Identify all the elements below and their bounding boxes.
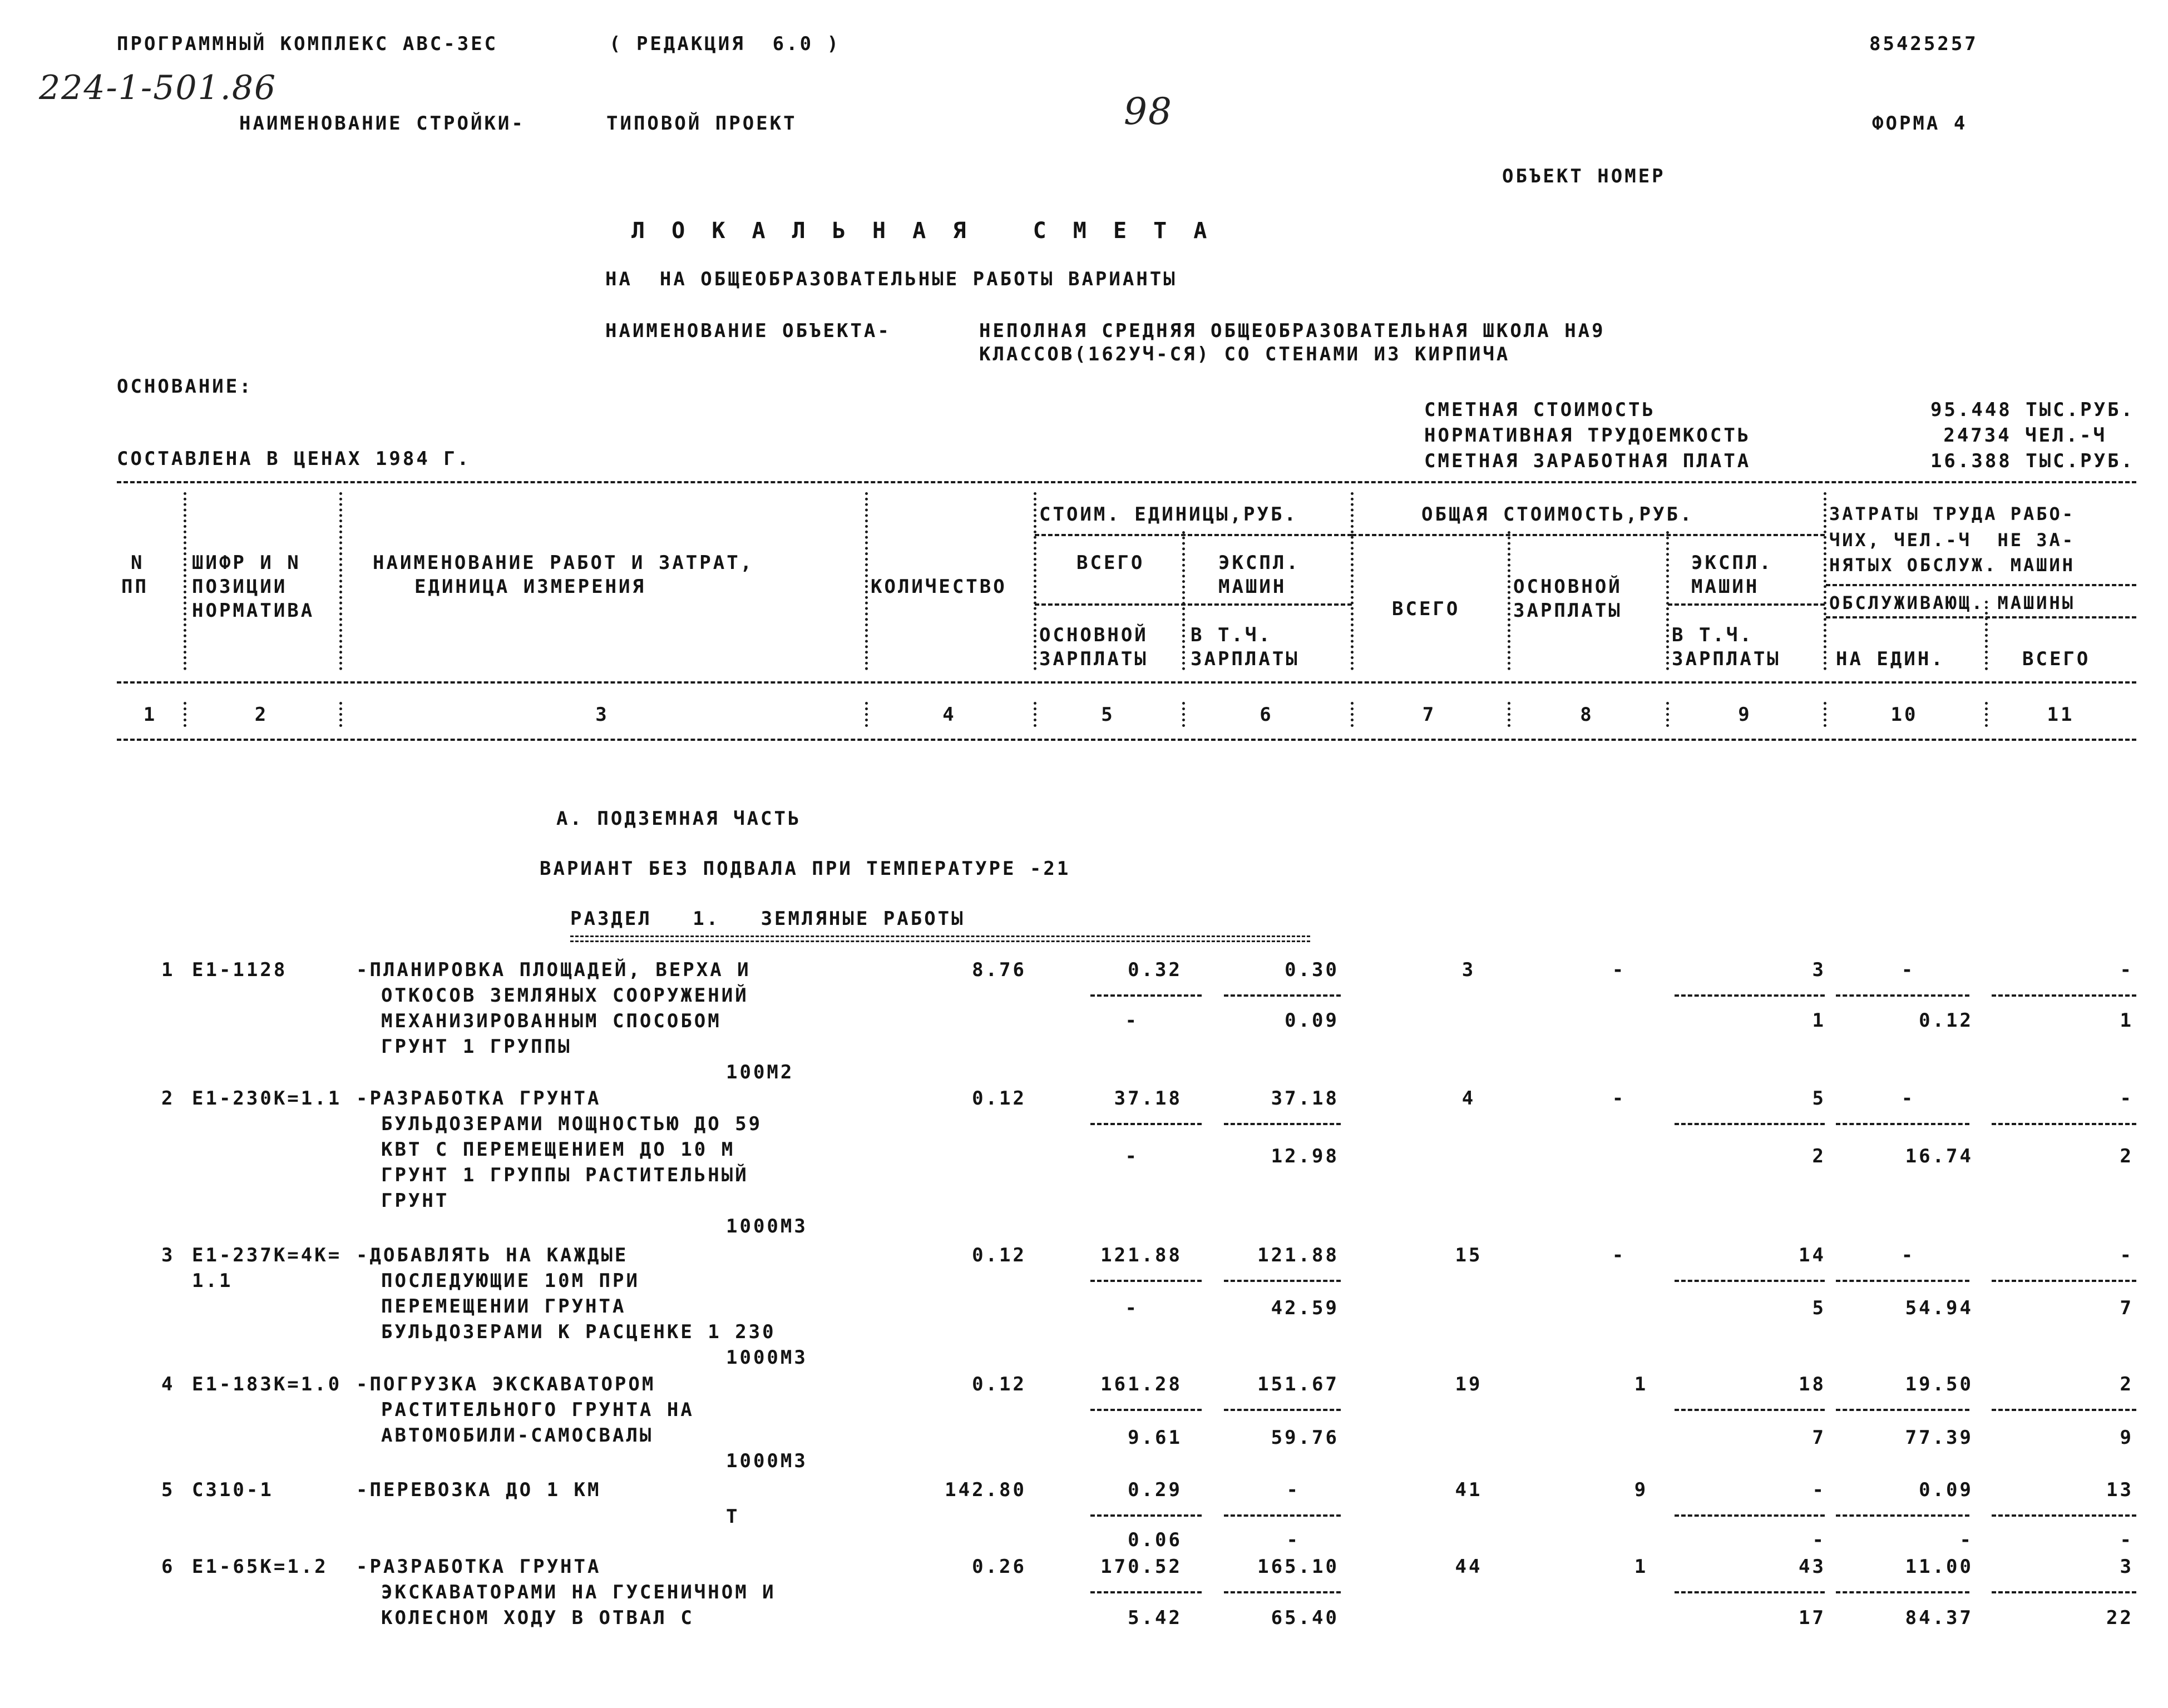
- summary-wage-value: 16.388 ТЫС.РУБ.: [1930, 450, 2135, 472]
- object-name-line1: НЕПОЛНАЯ СРЕДНЯЯ ОБЩЕОБРАЗОВАТЕЛЬНАЯ ШКОЛА НА9: [979, 320, 1606, 342]
- row-quantity: 0.12: [972, 1373, 1026, 1395]
- col1-head-2: ПП: [121, 576, 149, 598]
- row-rule: [1224, 1123, 1341, 1125]
- col2-head-1: ШИФР И N: [192, 552, 301, 574]
- row-rule: [1836, 1591, 1969, 1593]
- row-unit-machines: 121.88: [1257, 1244, 1339, 1266]
- row-labor-unit: 11.00: [1905, 1556, 1973, 1578]
- row-rule: [1675, 1514, 1825, 1517]
- row-desc-line: ОТКОСОВ ЗЕМЛЯНЫХ СООРУЖЕНИЙ: [381, 984, 749, 1007]
- row-unit-total: 0.29: [1128, 1479, 1182, 1501]
- row-quantity: 0.26: [972, 1556, 1026, 1578]
- section-underline: [570, 935, 1310, 942]
- row-rule: [1992, 1514, 2136, 1517]
- row-total-machine-wage: 1: [1812, 1009, 1826, 1032]
- col8-head-2: ЗАРПЛАТЫ: [1513, 600, 1622, 622]
- total-cost-rule: [1352, 534, 1825, 536]
- row-total-machines: 3: [1812, 959, 1826, 981]
- section-heading: РАЗДЕЛ 1. ЗЕМЛЯНЫЕ РАБОТЫ: [570, 908, 965, 930]
- row-rule: [1675, 1409, 1825, 1411]
- machines-mid-rule: [1668, 603, 1825, 606]
- header-mid-rule: [117, 681, 2136, 684]
- col-sep-9: [1824, 492, 1826, 670]
- row-quantity: 0.12: [972, 1087, 1026, 1110]
- row-labor-unit-machines: 16.74: [1905, 1145, 1973, 1167]
- row-desc-line: БУЛЬДОЗЕРАМИ МОЩНОСТЬЮ ДО 59: [381, 1113, 763, 1135]
- col9-head-bottom-2: ЗАРПЛАТЫ: [1672, 648, 1781, 670]
- row-unit: 1000М3: [726, 1450, 808, 1472]
- edition: ( РЕДАКЦИЯ 6.0 ): [609, 33, 841, 55]
- num-sep-10: [1985, 702, 1988, 727]
- row-labor-unit-machines: -: [1959, 1529, 1973, 1551]
- row-total-machines: 14: [1799, 1244, 1826, 1266]
- col6-head-top-1: ЭКСПЛ.: [1218, 552, 1300, 574]
- col-number-4: 4: [942, 704, 956, 726]
- summary-cost-label: СМЕТНАЯ СТОИМОСТЬ: [1424, 399, 1656, 421]
- row-total-machines: -: [1812, 1479, 1826, 1501]
- row-unit-machine-wage: 12.98: [1271, 1145, 1339, 1167]
- row-unit-wage: -: [1125, 1297, 1139, 1319]
- row-desc-line: ПЕРЕМЕЩЕНИИ ГРУНТА: [381, 1295, 626, 1318]
- row-rule: [1992, 1123, 2136, 1125]
- row-unit-wage: 9.61: [1128, 1427, 1182, 1449]
- row-total-wage: -: [1612, 1087, 1626, 1110]
- col-sep-8: [1666, 531, 1669, 670]
- col-number-7: 7: [1422, 704, 1436, 726]
- row-total-machine-wage: 7: [1812, 1427, 1826, 1449]
- row-desc-line: ГРУНТ: [381, 1190, 450, 1212]
- row-labor-unit: -: [1901, 1244, 1915, 1266]
- row-quantity: 0.12: [972, 1244, 1026, 1266]
- row-number: 2: [161, 1087, 175, 1110]
- row-number: 3: [161, 1244, 175, 1266]
- row-total-machines: 18: [1799, 1373, 1826, 1395]
- col8-head-1: ОСНОВНОЙ: [1513, 576, 1622, 598]
- row-total-machines: 5: [1812, 1087, 1826, 1110]
- row-desc-line: ПОСЛЕДУЮЩИЕ 10М ПРИ: [381, 1270, 640, 1292]
- unit-cost-head: СТОИМ. ЕДИНИЦЫ,РУБ.: [1039, 503, 1298, 526]
- row-total: 4: [1461, 1087, 1476, 1110]
- col-number-2: 2: [254, 704, 269, 726]
- object-name-line2: КЛАССОВ(162УЧ-СЯ) СО СТЕНАМИ ИЗ КИРПИЧА: [979, 343, 1510, 365]
- row-unit-wage: -: [1125, 1009, 1139, 1032]
- row-unit: 1000М3: [726, 1215, 808, 1237]
- row-unit: Т: [726, 1506, 740, 1528]
- form-number: ФОРМА 4: [1872, 112, 1968, 135]
- col-sep-6: [1351, 492, 1354, 670]
- row-total-wage: 9: [1634, 1479, 1648, 1501]
- row-unit: 1000М3: [726, 1346, 808, 1369]
- row-labor-unit-machines: 54.94: [1905, 1297, 1973, 1319]
- row-rule: [1675, 1591, 1825, 1593]
- row-desc-line: -ПОГРУЗКА ЭКСКАВАТОРОМ: [356, 1373, 656, 1395]
- row-total: 44: [1455, 1556, 1483, 1578]
- project-number-handwritten: 224-1-501.86: [39, 68, 277, 107]
- num-sep-6: [1351, 702, 1354, 727]
- row-unit-machines: 151.67: [1257, 1373, 1339, 1395]
- col1-head-1: N: [131, 552, 145, 574]
- unit-cost-rule: [1035, 534, 1352, 536]
- row-desc-line: ГРУНТ 1 ГРУППЫ: [381, 1036, 572, 1058]
- col2-head-3: НОРМАТИВА: [192, 600, 315, 622]
- document-subject: НА НА ОБЩЕОБРАЗОВАТЕЛЬНЫЕ РАБОТЫ ВАРИАНТЫ: [605, 268, 1177, 290]
- col-number-10: 10: [1890, 704, 1918, 726]
- row-labor-total-machines: 7: [2120, 1297, 2134, 1319]
- header-top-rule: [117, 481, 2136, 483]
- col6-head-bottom-2: ЗАРПЛАТЫ: [1191, 648, 1300, 670]
- labor-head-1: ЗАТРАТЫ ТРУДА РАБО-: [1829, 503, 2076, 524]
- row-desc-line: РАСТИТЕЛЬНОГО ГРУНТА НА: [381, 1399, 694, 1421]
- construction-label: НАИМЕНОВАНИЕ СТРОЙКИ-: [239, 112, 525, 135]
- row-unit-total: 170.52: [1100, 1556, 1182, 1578]
- num-sep-1: [184, 702, 186, 727]
- row-total-wage: -: [1612, 959, 1626, 981]
- row-unit-wage: -: [1125, 1145, 1139, 1167]
- row-labor-total-machines: 1: [2120, 1009, 2134, 1032]
- col5-head-bottom-2: ЗАРПЛАТЫ: [1039, 648, 1148, 670]
- document-title: Л О К А Л Ь Н А Я С М Е Т А: [631, 218, 1214, 244]
- row-rule: [1090, 1591, 1202, 1593]
- row-code: Е1-183К=1.0: [192, 1373, 342, 1395]
- row-rule: [1992, 1591, 2136, 1593]
- row-rule: [1836, 994, 1969, 997]
- labor-head-3: НЯТЫХ ОБСЛУЖ. МАШИН: [1829, 555, 2076, 576]
- row-rule: [1224, 1591, 1341, 1593]
- labor-head-2: ЧИХ, ЧЕЛ.-Ч НЕ ЗА-: [1829, 529, 2076, 551]
- num-sep-3: [865, 702, 868, 727]
- num-sep-4: [1034, 702, 1036, 727]
- col11-head: ВСЕГО: [2022, 648, 2091, 670]
- row-unit-machine-wage: 59.76: [1271, 1427, 1339, 1449]
- row-rule: [1090, 1123, 1202, 1125]
- labor-rule-1: [1826, 584, 2136, 586]
- col3-head-2: ЕДИНИЦА ИЗМЕРЕНИЯ: [414, 576, 646, 598]
- row-rule: [1992, 1280, 2136, 1282]
- row-labor-total-machines: -: [2120, 1529, 2134, 1551]
- row-quantity: 142.80: [945, 1479, 1026, 1501]
- num-sep-2: [339, 702, 342, 727]
- col9-head-top-1: ЭКСПЛ.: [1691, 552, 1773, 574]
- variant-heading: ВАРИАНТ БЕЗ ПОДВАЛА ПРИ ТЕМПЕРАТУРЕ -21: [540, 858, 1071, 880]
- col10-head: НА ЕДИН.: [1836, 648, 1945, 670]
- row-code-cont: 1.1: [192, 1270, 233, 1292]
- row-unit-machine-wage: 0.09: [1285, 1009, 1339, 1032]
- row-total: 19: [1455, 1373, 1483, 1395]
- row-labor-unit-machines: 84.37: [1905, 1607, 1973, 1629]
- row-unit-total: 37.18: [1114, 1087, 1182, 1110]
- row-number: 5: [161, 1479, 175, 1501]
- summary-labor-value: 24734 ЧЕЛ.-Ч: [1943, 424, 2107, 447]
- row-unit-machine-wage: 65.40: [1271, 1607, 1339, 1629]
- row-unit-machines: 37.18: [1271, 1087, 1339, 1110]
- row-unit-machine-wage: -: [1286, 1529, 1300, 1551]
- row-unit-machines: 165.10: [1257, 1556, 1339, 1578]
- row-rule: [1224, 994, 1341, 997]
- row-total-machine-wage: 5: [1812, 1297, 1826, 1319]
- row-desc-line: АВТОМОБИЛИ-САМОСВАЛЫ: [381, 1424, 654, 1447]
- row-rule: [1836, 1123, 1969, 1125]
- row-unit-total: 0.32: [1128, 959, 1182, 981]
- row-desc-line: МЕХАНИЗИРОВАННЫМ СПОСОБОМ: [381, 1010, 722, 1032]
- row-total-wage: 1: [1634, 1373, 1648, 1395]
- row-labor-unit: 19.50: [1905, 1373, 1973, 1395]
- col-sep-2: [339, 492, 342, 670]
- row-number: 4: [161, 1373, 175, 1395]
- row-unit-machines: 0.30: [1285, 959, 1339, 981]
- row-code: Е1-230К=1.1: [192, 1087, 342, 1110]
- row-total-machine-wage: -: [1812, 1529, 1826, 1551]
- row-rule: [1836, 1514, 1969, 1517]
- row-labor-total: 3: [2120, 1556, 2134, 1578]
- summary-labor-label: НОРМАТИВНАЯ ТРУДОЕМКОСТЬ: [1424, 424, 1751, 447]
- row-desc-line: КВТ С ПЕРЕМЕЩЕНИЕМ ДО 10 М: [381, 1138, 735, 1161]
- col-number-6: 6: [1260, 704, 1273, 726]
- row-code: С310-1: [192, 1479, 274, 1501]
- row-desc-line: -РАЗРАБОТКА ГРУНТА: [356, 1556, 601, 1578]
- unit-cost-mid-rule: [1035, 603, 1352, 606]
- row-rule: [1090, 994, 1202, 997]
- object-label: НАИМЕНОВАНИЕ ОБЪЕКТА-: [605, 320, 891, 342]
- labor-rule-2: [1826, 616, 2136, 618]
- row-total-wage: -: [1612, 1244, 1626, 1266]
- col9-head-top-2: МАШИН: [1691, 576, 1760, 598]
- row-rule: [1675, 994, 1825, 997]
- summary-wage-label: СМЕТНАЯ ЗАРАБОТНАЯ ПЛАТА: [1424, 450, 1751, 472]
- row-unit-total: 161.28: [1100, 1373, 1182, 1395]
- row-unit-total: 121.88: [1100, 1244, 1182, 1266]
- row-number: 6: [161, 1556, 175, 1578]
- col-number-3: 3: [595, 704, 609, 726]
- col5-head-top: ВСЕГО: [1076, 552, 1145, 574]
- col-sep-7: [1508, 531, 1510, 670]
- num-sep-8: [1666, 702, 1669, 727]
- row-desc-line: -ДОБАВЛЯТЬ НА КАЖДЫЕ: [356, 1244, 629, 1266]
- row-desc-line: -РАЗРАБОТКА ГРУНТА: [356, 1087, 601, 1110]
- row-unit-wage: 5.42: [1128, 1607, 1182, 1629]
- row-rule: [1675, 1123, 1825, 1125]
- summary-cost-value: 95.448 ТЫС.РУБ.: [1930, 399, 2135, 421]
- row-desc-line: ГРУНТ 1 ГРУППЫ РАСТИТЕЛЬНЫЙ: [381, 1164, 749, 1186]
- row-rule: [1090, 1409, 1202, 1411]
- col-sep-1: [184, 492, 186, 670]
- row-desc-line: БУЛЬДОЗЕРАМИ К РАСЦЕНКЕ 1 230: [381, 1321, 776, 1343]
- col3-head-1: НАИМЕНОВАНИЕ РАБОТ И ЗАТРАТ,: [373, 552, 754, 574]
- col-number-11: 11: [2047, 704, 2075, 726]
- row-total: 41: [1455, 1479, 1483, 1501]
- row-total-machine-wage: 17: [1799, 1607, 1826, 1629]
- row-rule: [1992, 1409, 2136, 1411]
- row-rule: [1836, 1409, 1969, 1411]
- col-sep-3: [865, 492, 868, 670]
- price-basis: СОСТАВЛЕНА В ЦЕНАХ 1984 Г.: [117, 448, 471, 470]
- col-number-5: 5: [1101, 704, 1115, 726]
- row-labor-unit: -: [1901, 1087, 1915, 1110]
- row-unit: 100М2: [726, 1061, 794, 1083]
- row-labor-total-machines: 22: [2106, 1607, 2134, 1629]
- col-number-9: 9: [1738, 704, 1752, 726]
- row-labor-total-machines: 2: [2120, 1145, 2134, 1167]
- row-labor-total-machines: 9: [2120, 1427, 2134, 1449]
- col-number-8: 8: [1580, 704, 1594, 726]
- row-rule: [1224, 1514, 1341, 1517]
- col4-head: КОЛИЧЕСТВО: [871, 576, 1007, 598]
- row-total: 15: [1455, 1244, 1483, 1266]
- row-rule: [1224, 1409, 1341, 1411]
- row-rule: [1836, 1280, 1969, 1282]
- row-code: Е1-65К=1.2: [192, 1556, 328, 1578]
- row-desc-line: -ПЕРЕВОЗКА ДО 1 КМ: [356, 1479, 601, 1501]
- part-heading: А. ПОДЗЕМНАЯ ЧАСТЬ: [556, 808, 802, 830]
- row-code: Е1-237К=4К=: [192, 1244, 342, 1266]
- col2-head-2: ПОЗИЦИИ: [192, 576, 288, 598]
- row-unit-machines: -: [1286, 1479, 1300, 1501]
- row-quantity: 8.76: [972, 959, 1026, 981]
- row-labor-total: -: [2120, 1087, 2134, 1110]
- total-cost-head: ОБЩАЯ СТОИМОСТЬ,РУБ.: [1421, 503, 1694, 526]
- row-total-machines: 43: [1799, 1556, 1826, 1578]
- row-labor-total: -: [2120, 959, 2134, 981]
- col-number-1: 1: [143, 704, 157, 726]
- row-labor-unit: 0.09: [1919, 1479, 1973, 1501]
- row-desc-line: -ПЛАНИРОВКА ПЛОЩАДЕЙ, ВЕРХА И: [356, 959, 751, 981]
- col-sep-5: [1182, 531, 1185, 670]
- row-rule: [1090, 1514, 1202, 1517]
- row-rule: [1992, 994, 2136, 997]
- row-total-wage: 1: [1634, 1556, 1648, 1578]
- row-number: 1: [161, 959, 175, 981]
- row-desc-line: ЭКСКАВАТОРАМИ НА ГУСЕНИЧНОМ И: [381, 1581, 776, 1603]
- program-name: ПРОГРАММНЫЙ КОМПЛЕКС АВС-3ЕС: [117, 33, 498, 55]
- row-total: 3: [1461, 959, 1476, 981]
- object-number: ОБЪЕКТ НОМЕР: [1502, 165, 1666, 187]
- row-rule: [1090, 1280, 1202, 1282]
- document-code: 85425257: [1869, 33, 1978, 55]
- basis-label: ОСНОВАНИЕ:: [117, 375, 253, 398]
- col7-head: ВСЕГО: [1392, 598, 1460, 620]
- col6-head-top-2: МАШИН: [1218, 576, 1287, 598]
- header-bottom-rule: [117, 739, 2136, 741]
- num-sep-7: [1508, 702, 1510, 727]
- col5-head-bottom-1: ОСНОВНОЙ: [1039, 624, 1148, 646]
- row-code: Е1-1128: [192, 959, 288, 981]
- col6-head-bottom-1: В Т.Ч.: [1191, 624, 1272, 646]
- row-total-machine-wage: 2: [1812, 1145, 1826, 1167]
- row-labor-unit-machines: 0.12: [1919, 1009, 1973, 1032]
- page-number-handwritten: 98: [1124, 90, 1173, 133]
- num-sep-9: [1824, 702, 1826, 727]
- num-sep-5: [1182, 702, 1185, 727]
- col-sep-4: [1034, 492, 1036, 670]
- row-labor-unit: -: [1901, 959, 1915, 981]
- row-labor-total: 2: [2120, 1373, 2134, 1395]
- row-unit-wage: 0.06: [1128, 1529, 1182, 1551]
- row-unit-machine-wage: 42.59: [1271, 1297, 1339, 1319]
- labor-subhead: ОБСЛУЖИВАЮЩ. МАШИНЫ: [1829, 592, 2076, 613]
- row-labor-unit-machines: 77.39: [1905, 1427, 1973, 1449]
- row-desc-line: КОЛЕСНОМ ХОДУ В ОТВАЛ С: [381, 1607, 694, 1629]
- col9-head-bottom-1: В Т.Ч.: [1672, 624, 1754, 646]
- row-rule: [1224, 1280, 1341, 1282]
- row-labor-total: -: [2120, 1244, 2134, 1266]
- row-labor-total: 13: [2106, 1479, 2134, 1501]
- construction-value: ТИПОВОЙ ПРОЕКТ: [606, 112, 797, 135]
- row-rule: [1675, 1280, 1825, 1282]
